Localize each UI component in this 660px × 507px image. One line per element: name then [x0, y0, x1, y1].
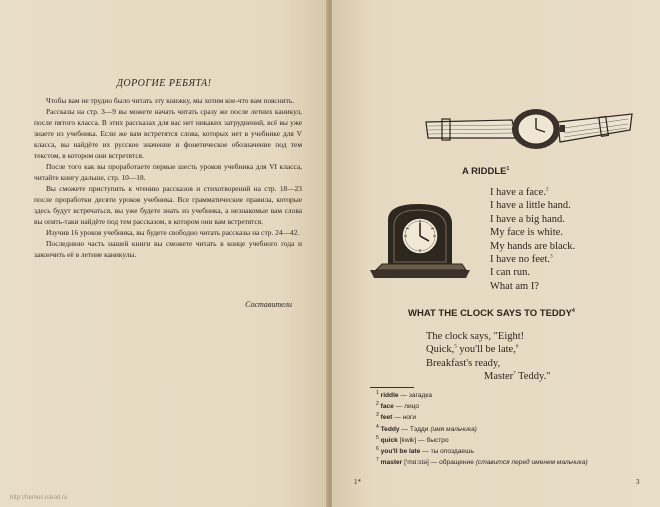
wristwatch-illustration: [424, 108, 636, 152]
clock-poem: [426, 330, 550, 384]
riddle-line: I have no feet.$^3$: [490, 254, 553, 266]
footnote-divider: [370, 387, 414, 388]
preface-paragraph: Чтобы вам не трудно было читать эту книжку, мы хотим кое-что вам пояснить.: [46, 96, 295, 105]
riddle-title: A RIDDLE$^1$: [462, 165, 510, 177]
preface-paragraph: Изучив 16 уроков учебника, вы будете свободно читать рассказы на стр. 24—42.: [46, 228, 300, 237]
left-page: [0, 0, 328, 507]
preface-paragraph: Последнюю часть нашей книги вы сможете читать в конце учебного года и закончить её в летние каникулы.: [34, 239, 302, 259]
riddle-line: I have a little hand.: [490, 200, 571, 212]
poem-line: Breakfast's ready,: [426, 357, 501, 369]
page-number: 3: [636, 478, 640, 486]
riddle-line: What am I?: [490, 280, 539, 292]
riddle-line: My face is white.: [490, 227, 563, 239]
authors-signature: Составители: [245, 300, 292, 309]
footnote: $^1$ riddle — загадка: [376, 389, 433, 399]
footnote: $^5$ quick [kwik] — быстро: [376, 434, 449, 444]
page-title: ДОРОГИЕ РЕБЯТА!: [116, 78, 212, 89]
preface-text: [34, 95, 302, 260]
footnote: $^6$ you'll be late — ты опоздаешь: [376, 445, 474, 456]
riddle-line: I have a face.$^2$: [490, 187, 549, 198]
poem-line: The clock says, "Eight!: [426, 331, 525, 342]
poem-title: WHAT THE CLOCK SAYS TO TEDDY$^4$: [408, 307, 575, 319]
preface-paragraph: После того как вы проработаете первые шесть уроков учебника для VI класса, читайте книгу дальше, стр. 10—18.: [34, 162, 302, 182]
preface-paragraph: Рассказы на стр. 3—9 вы можете начать читать сразу же после летних каникул, после пятого класса. В этих рассказах для вас нет никаких затруднений, всё вы уже знаете из учебника. Если же вам встретятся слова, которых нет в учебнике для V класса, вы найдёте их русское значение и фонетическое обозначение под тем текстом, в котором они встретятся.: [34, 107, 302, 160]
footnote: $^4$ Teddy — Тэдди (имя мальчика): [376, 423, 477, 433]
preface-paragraph: Вы сможете приступить к чтению рассказов и стихотворений на стр. 18—23 после проработки десяти уроков учебника. Все грамматические правила, которые здесь будут встречаться, вы уже будете знать из учебника, а незнакомые вам слова вы опять-таки найдёте под тем рассказом, в котором они вам встретятся.: [34, 184, 302, 226]
poem-line: Quick,$^5$ you'll be late,$^6$: [426, 344, 519, 356]
watermark-url: http://fremus.narod.ru: [10, 495, 68, 501]
signature-mark: 1*: [354, 478, 361, 486]
footnote: $^2$ face — лицо: [376, 401, 419, 411]
mantel-clock-illustration: [366, 198, 474, 280]
footnote: $^3$ feet — ноги: [376, 412, 417, 422]
footnotes: [376, 390, 588, 468]
riddle-poem: [490, 186, 575, 293]
footnote: $^7$ master ['mɑ:stə] — обращение (ставится перед именем мальчика): [376, 457, 588, 467]
riddle-line: My hands are black.: [490, 240, 576, 252]
poem-line: Master$^7$ Teddy.": [484, 371, 551, 383]
riddle-line: I have a big hand.: [490, 213, 565, 225]
riddle-line: I can run.: [490, 267, 530, 279]
